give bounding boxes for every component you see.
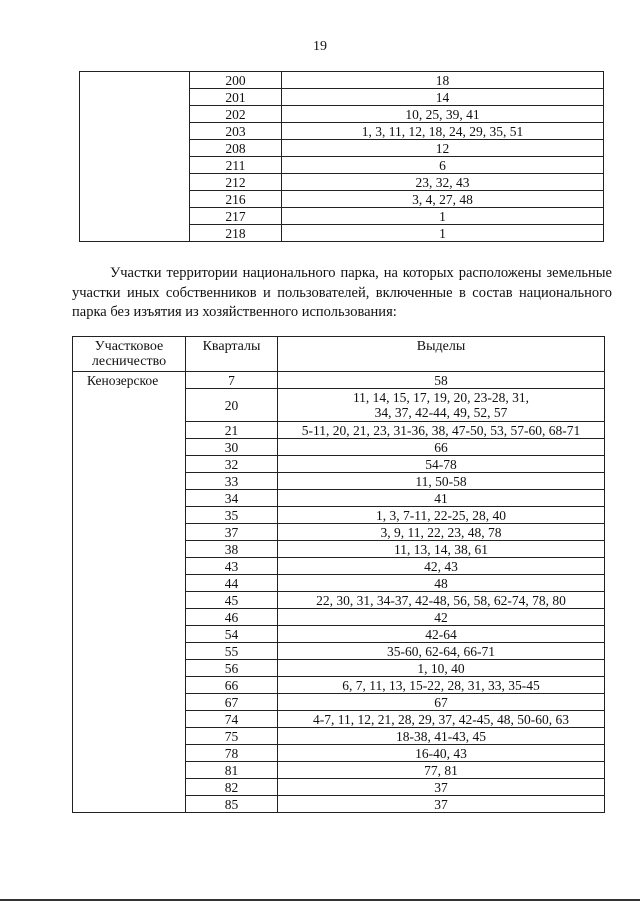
header-row xyxy=(73,337,605,372)
kvartal-cell: 7 xyxy=(186,372,278,389)
vydely-cell: 23, 32, 43 xyxy=(282,174,604,191)
vydely-cell: 41 xyxy=(278,490,605,507)
vydely-cell: 11, 50-58 xyxy=(278,473,605,490)
kvartal-cell: 54 xyxy=(186,626,278,643)
vydely-cell: 77, 81 xyxy=(278,762,605,779)
kvartal-cell: 21 xyxy=(186,422,278,439)
kvartal-cell: 44 xyxy=(186,575,278,592)
vydely-cell: 22, 30, 31, 34-37, 42-48, 56, 58, 62-74, 78, 80 xyxy=(278,592,605,609)
vydely-cell: 11, 14, 15, 17, 19, 20, 23-28, 31, 34, 37, 42-44, 49, 52, 57 xyxy=(278,389,605,422)
vydely-cell: 1 xyxy=(282,225,604,242)
kvartal-cell: 212 xyxy=(190,174,282,191)
kvartal-cell: 217 xyxy=(190,208,282,225)
bottom-edge-line xyxy=(0,899,640,901)
vydely-cell: 54-78 xyxy=(278,456,605,473)
vydely-cell: 3, 9, 11, 22, 23, 48, 78 xyxy=(278,524,605,541)
vydely-cell: 4-7, 11, 12, 21, 28, 29, 37, 42-45, 48, 50-60, 63 xyxy=(278,711,605,728)
kvartal-cell: 34 xyxy=(186,490,278,507)
kvartal-cell: 55 xyxy=(186,643,278,660)
vydely-cell: 3, 4, 27, 48 xyxy=(282,191,604,208)
parcels-table xyxy=(72,336,605,813)
vydely-cell: 6, 7, 11, 13, 15-22, 28, 31, 33, 35-45 xyxy=(278,677,605,694)
vydely-cell: 10, 25, 39, 41 xyxy=(282,106,604,123)
vydely-cell: 42 xyxy=(278,609,605,626)
kvartal-cell: 45 xyxy=(186,592,278,609)
kvartal-cell: 30 xyxy=(186,439,278,456)
header-forestry: Участковое лесничество xyxy=(73,337,186,372)
kvartal-cell: 20 xyxy=(186,389,278,422)
vydely-cell: 58 xyxy=(278,372,605,389)
kvartal-cell: 75 xyxy=(186,728,278,745)
kvartal-cell: 203 xyxy=(190,123,282,140)
kvartal-cell: 46 xyxy=(186,609,278,626)
kvartal-cell: 78 xyxy=(186,745,278,762)
header-kvartaly: Кварталы xyxy=(186,337,278,372)
kvartal-cell: 37 xyxy=(186,524,278,541)
vydely-cell: 1, 3, 11, 12, 18, 24, 29, 35, 51 xyxy=(282,123,604,140)
vydely-cell: 42, 43 xyxy=(278,558,605,575)
kvartal-cell: 38 xyxy=(186,541,278,558)
section-paragraph xyxy=(72,264,612,323)
kvartal-cell: 35 xyxy=(186,507,278,524)
kvartal-cell: 211 xyxy=(190,157,282,174)
vydely-cell: 35-60, 62-64, 66-71 xyxy=(278,643,605,660)
kvartal-cell: 56 xyxy=(186,660,278,677)
table-row xyxy=(73,372,605,389)
table-row xyxy=(80,72,604,89)
kvartal-cell: 200 xyxy=(190,72,282,89)
vydely-cell: 1, 3, 7-11, 22-25, 28, 40 xyxy=(278,507,605,524)
vydely-cell: 11, 13, 14, 38, 61 xyxy=(278,541,605,558)
forestry-cell-empty xyxy=(80,72,190,242)
kvartal-cell: 33 xyxy=(186,473,278,490)
vydely-cell: 1, 10, 40 xyxy=(278,660,605,677)
kvartal-cell: 218 xyxy=(190,225,282,242)
vydely-cell: 37 xyxy=(278,796,605,813)
vydely-cell: 12 xyxy=(282,140,604,157)
kvartal-cell: 66 xyxy=(186,677,278,694)
kvartal-cell: 43 xyxy=(186,558,278,575)
kvartal-cell: 81 xyxy=(186,762,278,779)
vydely-cell: 67 xyxy=(278,694,605,711)
paragraph-text: Участки территории национального парка, на которых расположены земельные участки иных собственников и пользователей, включенные в состав национального парка без изъятия из хозяйственного использования: xyxy=(72,265,612,320)
kvartal-cell: 202 xyxy=(190,106,282,123)
vydely-cell: 37 xyxy=(278,779,605,796)
vydely-cell: 18-38, 41-43, 45 xyxy=(278,728,605,745)
kvartal-cell: 208 xyxy=(190,140,282,157)
kvartal-cell: 74 xyxy=(186,711,278,728)
kvartal-cell: 32 xyxy=(186,456,278,473)
kvartal-cell: 216 xyxy=(190,191,282,208)
kvartal-cell: 67 xyxy=(186,694,278,711)
header-vydely: Выделы xyxy=(278,337,605,372)
continuation-table xyxy=(79,71,604,242)
vydely-cell: 1 xyxy=(282,208,604,225)
vydely-cell: 48 xyxy=(278,575,605,592)
kvartal-cell: 201 xyxy=(190,89,282,106)
kvartal-cell: 82 xyxy=(186,779,278,796)
vydely-cell: 5-11, 20, 21, 23, 31-36, 38, 47-50, 53, 57-60, 68-71 xyxy=(278,422,605,439)
vydely-cell: 66 xyxy=(278,439,605,456)
vydely-cell: 16-40, 43 xyxy=(278,745,605,762)
vydely-cell: 14 xyxy=(282,89,604,106)
forestry-name-cell: Кенозерское xyxy=(73,372,186,813)
kvartal-cell: 85 xyxy=(186,796,278,813)
vydely-cell: 42-64 xyxy=(278,626,605,643)
page-number: 19 xyxy=(313,39,327,54)
vydely-cell: 18 xyxy=(282,72,604,89)
vydely-cell: 6 xyxy=(282,157,604,174)
